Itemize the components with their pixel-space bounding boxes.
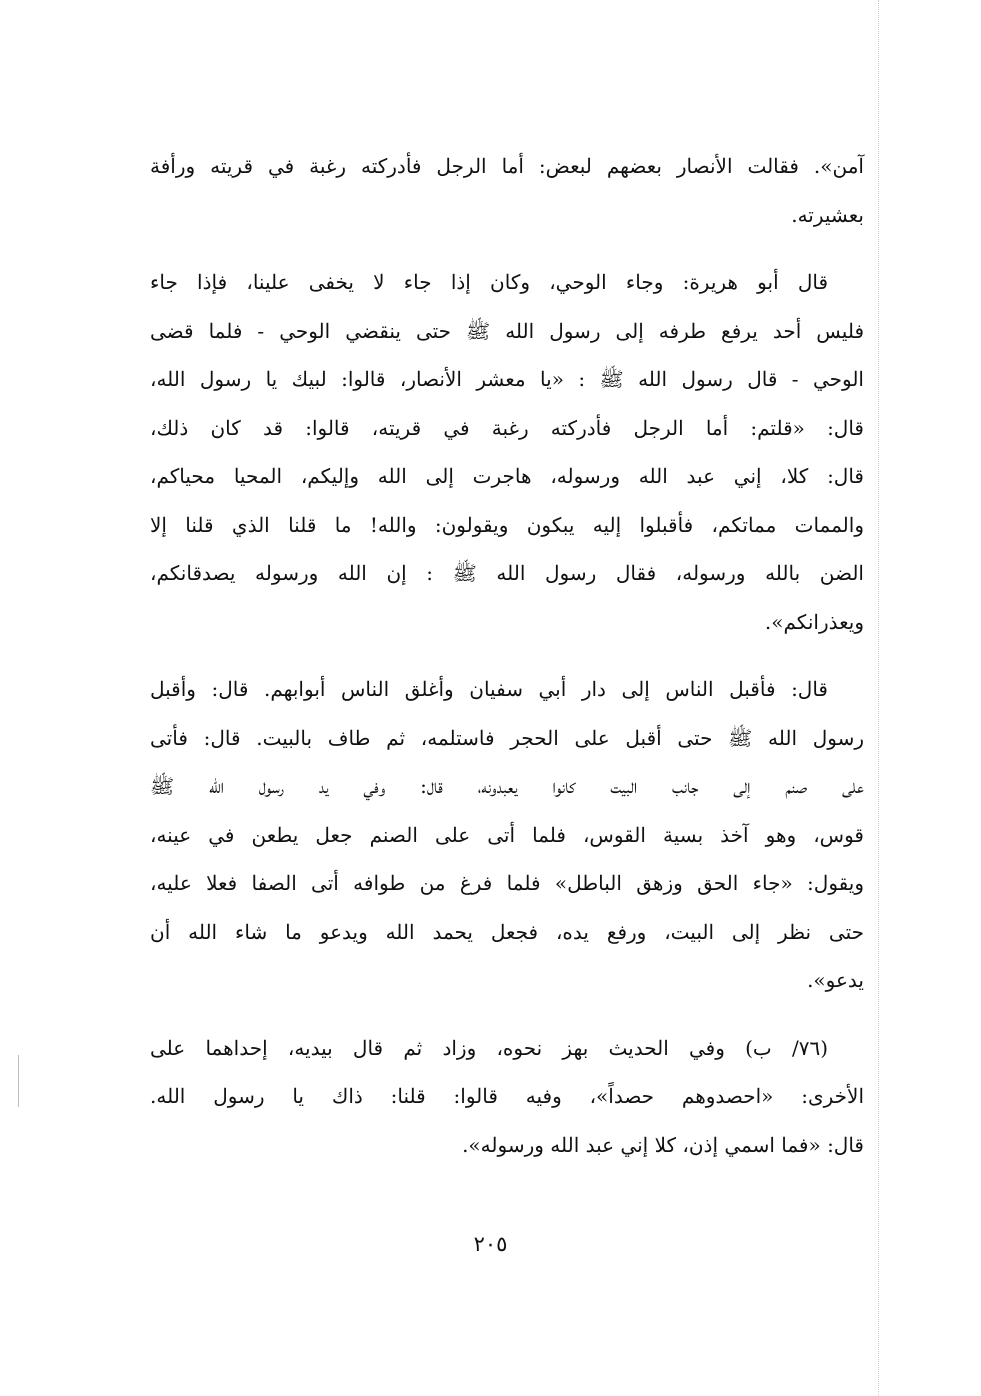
text-line: قال: فأقبل الناس إلى دار أبي سفيان وأغلق الناس أبوابهم. قال: وأقبل: [150, 677, 828, 701]
text-line: قال: «قلتم: أما الرجل فأدركته رغبة في قريته، قالوا: قد كان ذلك،: [150, 415, 864, 440]
text-line: الأخرى: «احصدوهم حصداً»، وفيه قالوا: قلنا: ذاك يا رسول الله.: [150, 1084, 864, 1108]
text-line: (٧٦/ ب) وفي الحديث بهز نحوه، وزاد ثم قال بيديه، إحداهما على: [150, 1035, 828, 1060]
page-edge-dots: [878, 0, 879, 1396]
text-line: ويقول: «جاء الحق وزهق الباطل» فلما فرغ من طوافه أتى الصفا فعلا عليه،: [150, 871, 864, 895]
page-number: ٢٠٥: [473, 1232, 508, 1256]
text-line: يدعو».: [807, 968, 864, 992]
paragraph-3: [150, 665, 864, 1005]
text-line: الضن بالله ورسوله، فقال رسول الله ﷺ : إن الله ورسوله يصدقانكم،: [150, 561, 864, 585]
text-line: فليس أحد يرفع طرفه إلى رسول الله ﷺ حتى ينقضي الوحي - فلما قضى: [150, 318, 865, 343]
text-line: رسول الله ﷺ حتى أقبل على الحجر فاستلمه، ثم طاف بالبيت. قال: فأتى: [150, 725, 864, 750]
paragraph-4: [150, 1024, 864, 1170]
text-line: قوس، وهو آخذ بسية القوس، فلما أتى على الصنم جعل يطعن في عينه،: [150, 822, 864, 847]
text-line: قال: كلا، إني عبد الله ورسوله، هاجرت إلى الله وإليكم، المحيا محياكم،: [150, 464, 864, 488]
paragraph-2: [150, 258, 864, 646]
scan-margin-mark: [18, 1055, 19, 1107]
text-line: والممات مماتكم، فأقبلوا إليه يبكون ويقولون: والله! ما قلنا الذي قلنا إلا: [150, 512, 864, 537]
text-line: قال: «فما اسمي إذن، كلا إني عبد الله ورسوله».: [462, 1132, 864, 1157]
text-line: حتى نظر إلى البيت، ورفع يده، فجعل يحمد الله ويدعو ما شاء الله أن: [150, 919, 864, 944]
text-line: الوحي - قال رسول الله ﷺ : «يا معشر الأنصار، قالوا: لبيك يا رسول الله،: [150, 367, 864, 391]
text-line: بعشيرته.: [791, 202, 864, 227]
paragraph-1: [150, 142, 864, 239]
text-line: آمن». فقالت الأنصار بعضهم لبعض: أما الرجل فأدركته رغبة في قريته ورأفة: [150, 154, 864, 178]
text-line: على صنم إلى جانب البيت كانوا يعبدونه، قال: وفي يد رسول الله ﷺ: [150, 774, 864, 798]
text-line: قال أبو هريرة: وجاء الوحي، وكان إذا جاء لا يخفى علينا، فإذا جاء: [150, 270, 828, 294]
page-body: [150, 142, 864, 1169]
text-line: ويعذرانكم».: [764, 609, 864, 634]
